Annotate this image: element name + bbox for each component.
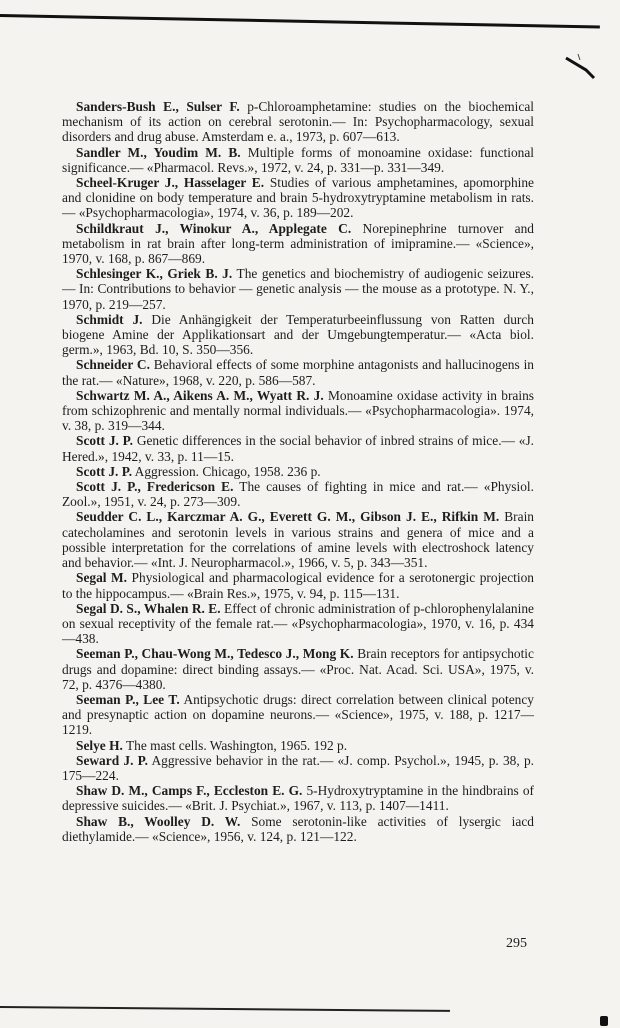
reference-authors: Scott J. P., Fredericson E. xyxy=(76,479,234,495)
reference-authors: Seward J. P. xyxy=(76,752,148,768)
page-bottom-edge-line xyxy=(0,1006,450,1016)
reference-text: The genetics and biochemistry of audiogenic seizures.— In: Contributions to behavior — genetic analysis — the mouse as a prototype. N. Y., 1970, p. 219—257. xyxy=(62,266,535,312)
reference-entry xyxy=(62,814,534,844)
reference-text: Aggression. Chicago, 1958. 236 p. xyxy=(134,463,321,479)
reference-authors: Segal D. S., Whalen R. E. xyxy=(76,600,221,616)
reference-authors: Selye H. xyxy=(76,737,123,753)
reference-text: Aggressive behavior in the rat.— «J. comp. Psychol.», 1945, p. 38, p. 175—224. xyxy=(62,752,535,783)
reference-entry xyxy=(62,601,534,647)
reference-authors: Schwartz M. A., Aikens A. M., Wyatt R. J. xyxy=(76,387,324,403)
reference-entry xyxy=(62,175,534,221)
reference-text: Behavioral effects of some morphine antagonists and hallucinogens in the rat.— «Nature», 1968, v. 220, p. 586—587. xyxy=(62,357,534,388)
reference-authors: Seudder C. L., Karczmar A. G., Everett G. M., Gibson J. E., Rifkin M. xyxy=(76,509,500,525)
reference-text: p-Chloroamphetamine: studies on the biochemical mechanism of its action on cerebral serotonin.— In: Psychopharmacology, sexual disorders and drug abuse. Amsterdam e. a., 1973, p. 607—613. xyxy=(62,99,534,145)
reference-authors: Scott J. P. xyxy=(76,463,133,479)
reference-text: Genetic differences in the social behavior of inbred strains of mice.— «J. Hered.», 1942, v. 33, p. 11—15. xyxy=(62,433,534,464)
reference-text: Antipsychotic drugs: direct correlation between clinical potency and presynaptic action on dopamine neurons.— «Science», 1975, v. 188, p. 1217—1219. xyxy=(62,691,535,738)
reference-entry xyxy=(62,464,534,479)
reference-text: 5-Hydroxytryptamine in the hindbrains of depressive suicides.— «Brit. J. Psychiat.», 1967, v. 113, p. 1407—1411. xyxy=(62,783,534,814)
reference-text: Multiple forms of monoamine oxidase: functional significance.— «Pharmacol. Revs.», 1972, v. 24, p. 331—p. 331—349. xyxy=(62,144,535,175)
corner-mark-icon xyxy=(564,52,598,82)
reference-authors: Seeman P., Chau-Wong M., Tedesco J., Mong K. xyxy=(76,646,354,662)
reference-entry xyxy=(62,145,534,175)
reference-text: Effect of chronic administration of p-chlorophenylalanine on sexual receptivity of the female rat.— «Psychopharmacologia», 1970, v. 16, p. 434—438. xyxy=(62,600,534,647)
reference-authors: Schildkraut J., Winokur A., Applegate C. xyxy=(76,220,352,236)
reference-entry xyxy=(62,388,534,434)
reference-authors: Scheel-Kruger J., Hasselager E. xyxy=(76,175,265,191)
reference-entry xyxy=(62,753,534,783)
reference-authors: Segal M. xyxy=(76,570,128,586)
reference-list xyxy=(62,99,534,844)
reference-authors: Sandler M., Youdim M. B. xyxy=(76,144,241,160)
corner-speck-icon xyxy=(600,1016,608,1026)
reference-entry xyxy=(62,570,534,600)
reference-entry xyxy=(62,99,534,145)
reference-text: Brain catecholamines and serotonin levels in various strains and genera of mice and a possible interpretation for the correlations of amine levels with electroshock latency and behavior.— «Int. J. Neuropharmacol.», 1966, v. 5, p. 343—351. xyxy=(62,509,534,571)
reference-entry xyxy=(62,783,534,813)
reference-entry xyxy=(62,738,534,753)
reference-authors: Schneider C. xyxy=(76,357,150,373)
page-top-edge-line xyxy=(0,14,600,37)
reference-authors: Sanders-Bush E., Sulser F. xyxy=(76,99,240,114)
reference-entry xyxy=(62,312,534,358)
reference-authors: Seeman P., Lee T. xyxy=(76,691,180,707)
reference-entry xyxy=(62,266,534,312)
reference-entry xyxy=(62,433,534,463)
reference-text: Studies of various amphetamines, apomorphine and clonidine on body temperature and brain 5-hydroxytryptamine metabolism in rats.— «Psychopharmacologia», 1974, v. 36, p. 189—202. xyxy=(62,175,535,221)
reference-text: Die Anhängigkeit der Temperaturbeeinflussung von Ratten durch biogene Amine der Applikationsart and der Umgebungtemperatur.— «Acta biol. germ.», 1963, Bd. 10, S. 350—356. xyxy=(62,311,534,358)
reference-text: The mast cells. Washington, 1965. 192 p. xyxy=(125,737,348,753)
reference-authors: Shaw D. M., Camps F., Eccleston E. G. xyxy=(76,783,303,799)
reference-text: Monoamine oxidase activity in brains from schizophrenic and mentally normal individuals.— «Psychopharmacologia». 1974, v. 38, p. 319—344. xyxy=(62,387,534,434)
reference-entry xyxy=(62,692,534,738)
reference-entry xyxy=(62,357,534,387)
reference-authors: Schlesinger K., Griek B. J. xyxy=(76,266,233,282)
reference-text: The causes of fighting in mice and rat.— «Physiol. Zool.», 1951, v. 24, p. 273—309. xyxy=(62,479,534,510)
reference-text: Brain receptors for antipsychotic drugs and dopamine: direct binding assays.— «Proc. Nat. Acad. Sci. USA», 1975, v. 72, p. 4376—4380. xyxy=(62,646,534,692)
reference-text: Norepinephrine turnover and metabolism in rat brain after long-term administration of imipramine.— «Science», 1970, v. 168, p. 867—869. xyxy=(62,220,534,267)
reference-authors: Shaw B., Woolley D. W. xyxy=(76,813,241,829)
reference-text: Some serotonin-like activities of lysergic iacd diethylamide.— «Science», 1956, v. 124, p. 121—122. xyxy=(62,813,534,844)
reference-entry xyxy=(62,646,534,692)
page-number: 295 xyxy=(506,936,527,951)
reference-entry xyxy=(62,509,534,570)
reference-authors: Schmidt J. xyxy=(76,311,143,327)
reference-entry xyxy=(62,479,534,509)
reference-authors: Scott J. P. xyxy=(76,433,133,449)
reference-entry xyxy=(62,221,534,267)
reference-text: Physiological and pharmacological evidence for a serotonergic projection to the hippocampus.— «Brain Res.», 1975, v. 94, p. 115—131. xyxy=(62,570,535,601)
